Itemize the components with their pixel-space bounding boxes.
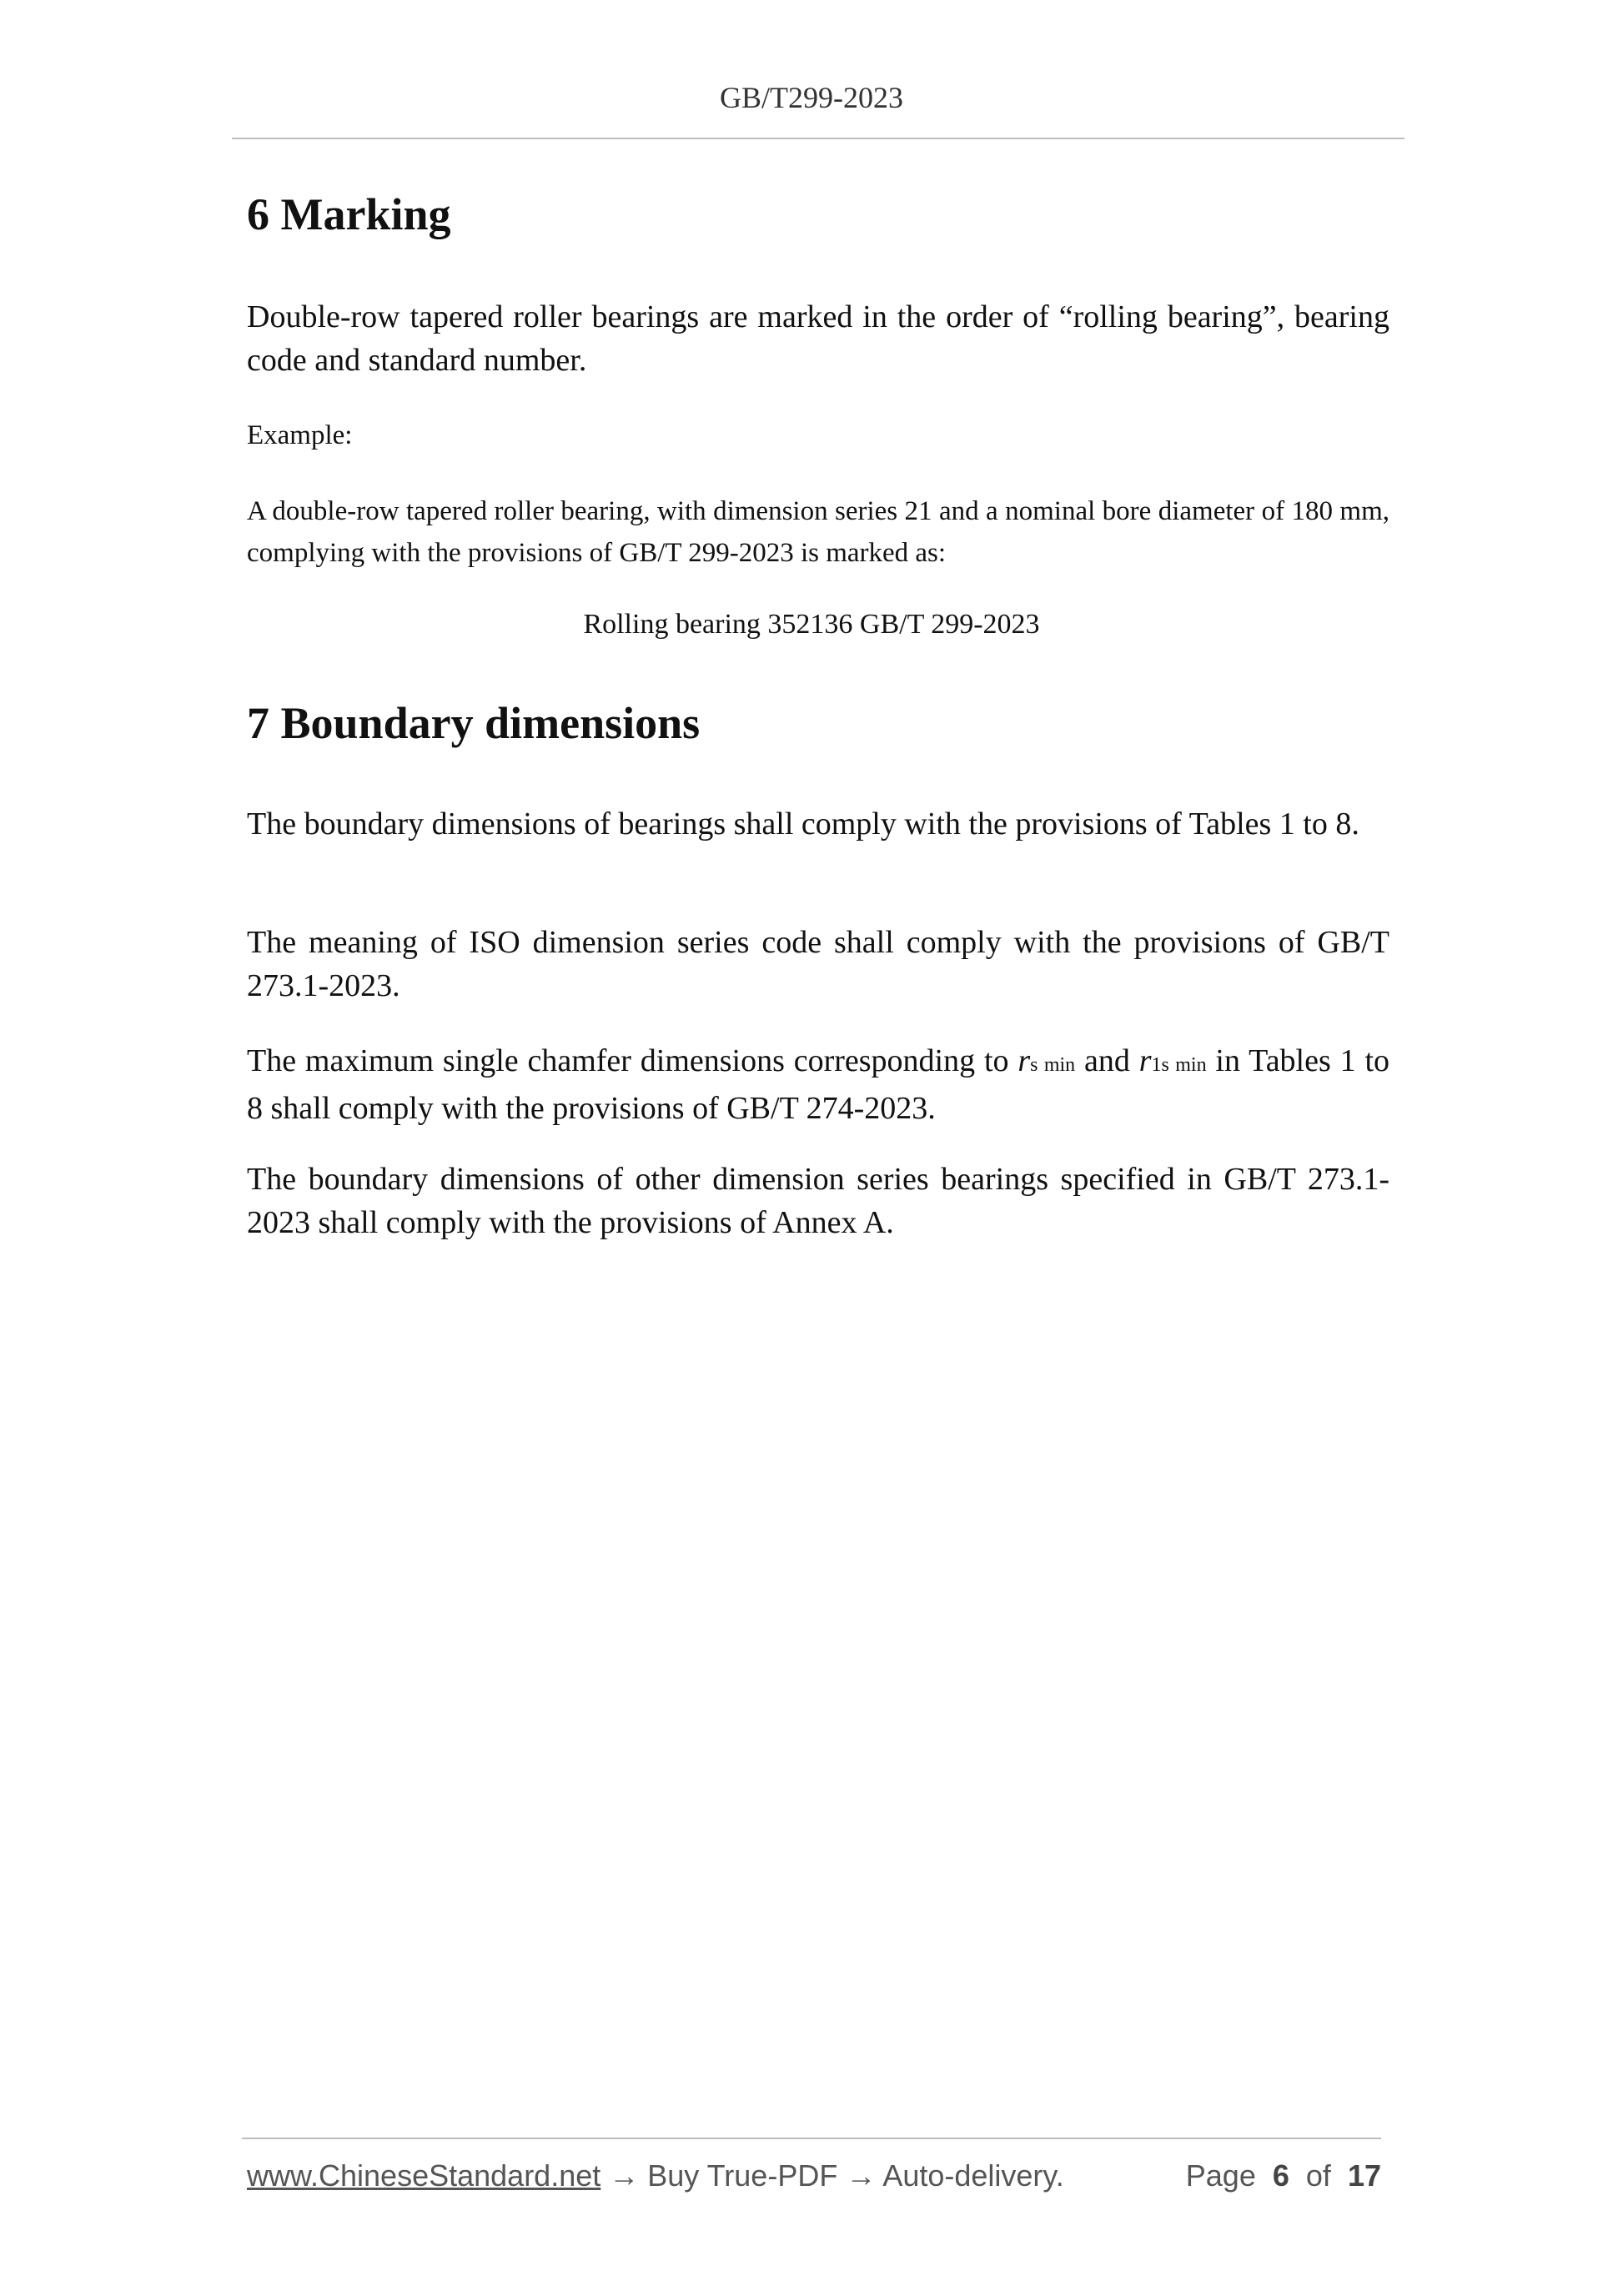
- para-3-text-mid: and: [1075, 1043, 1139, 1078]
- page-footer: [247, 2158, 1381, 2193]
- example-label: Example:: [247, 420, 353, 450]
- header-divider: [232, 138, 1404, 139]
- page-of-label: of: [1305, 2158, 1331, 2193]
- page-label: Page: [1185, 2158, 1256, 2193]
- section-6-paragraph: Double-row tapered roller bearings are marked in the order of “rolling bearing”, bearing code and standard number.: [247, 299, 1389, 378]
- chamfer-subscript-s-min: s min: [1030, 1054, 1076, 1076]
- section-7-paragraph-4: The boundary dimensions of other dimension series bearings specified in GB/T 273.1-2023 shall comply with the provisions of Annex A.: [247, 1162, 1389, 1240]
- current-page: 6: [1272, 2158, 1289, 2193]
- footer-promo: [247, 2158, 1064, 2193]
- footer-divider: [242, 2138, 1381, 2139]
- chamfer-subscript-1s-min: 1s min: [1151, 1054, 1207, 1076]
- section-7-heading: 7 Boundary dimensions: [247, 698, 701, 748]
- section-6-heading: 6 Marking: [247, 189, 451, 239]
- chamfer-symbol-r: r: [1018, 1043, 1031, 1078]
- section-7-paragraph-2: The meaning of ISO dimension series code shall comply with the provisions of GB/T 273.1-2023.: [247, 925, 1389, 1003]
- para-3-text-after: in Tables 1 to 8 shall comply with the provisions of GB/T 274-2023.: [247, 1043, 1390, 1126]
- section-7-paragraph-3: [247, 1039, 1389, 1130]
- promo-text: → Buy True-PDF → Auto-delivery.: [600, 2158, 1064, 2193]
- marking-example: Rolling bearing 352136 GB/T 299-2023: [583, 609, 1040, 640]
- running-header: GB/T299-2023: [720, 81, 903, 114]
- example-text: A double-row tapered roller bearing, with dimension series 21 and a nominal bore diameter of 180 mm, complying with the provisions of GB/T 299-2023 is marked as:: [247, 496, 1389, 568]
- para-3-text-before: The maximum single chamfer dimensions corresponding to: [247, 1043, 1018, 1078]
- page-indicator: [1186, 2158, 1381, 2193]
- chamfer-symbol-r1: r: [1138, 1043, 1152, 1078]
- website-link[interactable]: www.ChineseStandard.net: [247, 2158, 601, 2193]
- section-7-paragraph-1: The boundary dimensions of bearings shall comply with the provisions of Tables 1 to 8.: [247, 806, 1359, 842]
- total-pages: 17: [1347, 2158, 1381, 2193]
